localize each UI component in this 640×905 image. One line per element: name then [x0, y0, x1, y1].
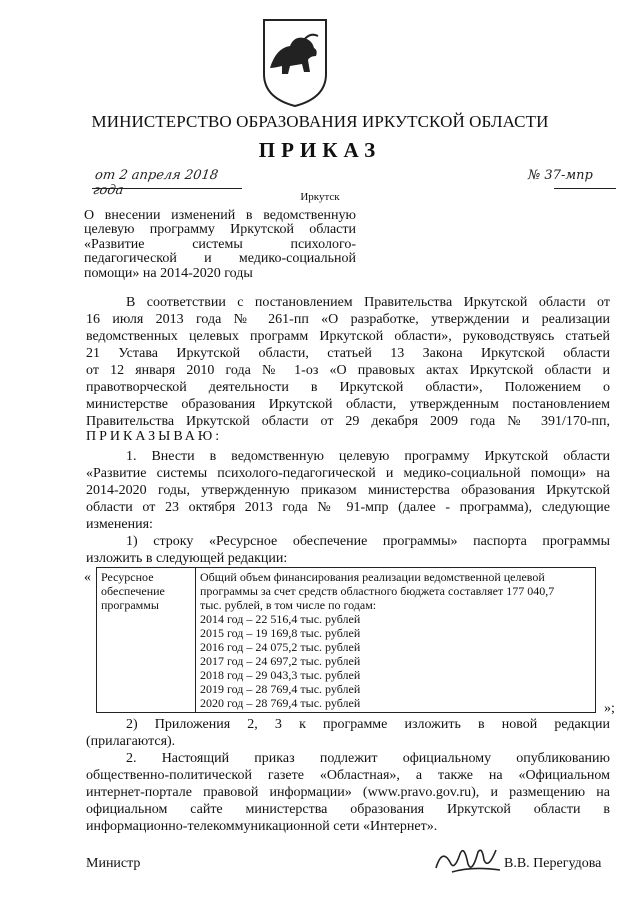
text-line: 1) строку «Ресурсное обеспечение программы» паспорта программы [126, 534, 610, 549]
subject-line: «Развитие системы психолого- [84, 236, 356, 252]
funding-year-line: 2018 год – 29 043,3 тыс. рублей [200, 668, 361, 682]
date-underline [92, 188, 242, 189]
city: Иркутск [300, 191, 340, 203]
text-line: от 12 января 2010 года № 1-оз «О правовых актах Иркутской области и [86, 363, 610, 378]
text-line: области от 23 октября 2013 года № 91-мпр (далее - программа), следующие [86, 500, 610, 515]
funding-year-line: 2016 год – 24 075,2 тыс. рублей [200, 640, 361, 654]
number-underline [554, 188, 616, 189]
document-title: ПРИКАЗ [258, 138, 382, 162]
signature-icon [432, 842, 504, 878]
text-line: ведомственных целевых программ Иркутской области», руководствуясь статьей [86, 329, 610, 344]
text-line: 2014-2020 годы, утвержденную приказом министерства образования Иркутской [86, 483, 610, 498]
text-line: изменения: [86, 517, 153, 532]
text-line: правотворческой деятельности в Иркутской области», Положением о [86, 380, 610, 395]
preamble-paragraph [86, 294, 610, 430]
position-title: Министр [86, 856, 141, 871]
closing-paragraphs [86, 716, 610, 835]
order-number [528, 168, 620, 190]
close-quote: »; [604, 701, 615, 716]
funding-year-line: 2014 год – 22 516,4 тыс. рублей [200, 612, 361, 626]
text-line: «Развитие системы психолого-педагогической и медико-социальной помощи» на [86, 466, 610, 481]
subject-line: целевую программу Иркутской области [84, 222, 356, 238]
funding-year-line: 2020 год – 28 769,4 тыс. рублей [200, 696, 361, 710]
funding-text-line: Общий объем финансирования реализации ведомственной целевой [200, 570, 545, 584]
ministry-name: МИНИСТЕРСТВО ОБРАЗОВАНИЯ ИРКУТСКОЙ ОБЛАСТИ [91, 112, 549, 131]
text-line: В соответствии с постановлением Правительства Иркутской области от [126, 295, 610, 310]
text-line: официальном сайте министерства образования Иркутской области в [86, 802, 610, 817]
text-line: интернет-портале правовой информации» (www.pravo.gov.ru), и размещению на [86, 785, 610, 800]
text-line: 2. Настоящий приказ подлежит официальному опубликованию [126, 751, 610, 766]
resource-label-cell: Ресурсное обеспечение программы [97, 568, 196, 713]
text-line: изложить в следующей редакции: [86, 551, 288, 566]
funding-text-line: программы за счет средств областного бюджета составляет 177 040,7 [200, 584, 555, 598]
funding-year-line: 2017 год – 24 697,2 тыс. рублей [200, 654, 361, 668]
text-line: общественно-политической газете «Областная», а также на «Официальном [86, 768, 610, 783]
text-line: 2) Приложения 2, 3 к программе изложить в новой редакции [126, 717, 610, 732]
resource-table [96, 567, 596, 713]
text-line: 21 Устава Иркутской области, статьей 13 Закона Иркутской области [86, 346, 610, 361]
funding-year-line: 2019 год – 28 769,4 тыс. рублей [200, 682, 361, 696]
text-line: 1. Внести в ведомственную целевую программу Иркутской области [126, 449, 610, 464]
order-subject [84, 209, 356, 281]
handwritten-date: от 2 апреля 2018 года [91, 168, 220, 198]
text-line: информационно-телекоммуникационной сети «Интернет». [86, 819, 438, 834]
handwritten-number: № 37-мпр [528, 168, 593, 183]
funding-year-line: 2015 год – 19 169,8 тыс. рублей [200, 626, 361, 640]
text-line: министерстве образования Иркутской области, утвержденным постановлением [86, 397, 610, 412]
subject-line: педагогической и медико-социальной [84, 251, 356, 267]
table-row [97, 568, 596, 713]
resource-value-cell [196, 568, 596, 713]
open-quote: « [84, 570, 91, 585]
text-line: Правительства Иркутской области от 29 декабря 2009 года № 391/170-пп, [86, 414, 610, 429]
subject-line: О внесении изменений в ведомственную [84, 208, 356, 223]
irkutsk-coat-of-arms-icon [260, 14, 330, 110]
subject-line: помощи» на 2014-2020 годы [84, 265, 253, 281]
funding-text-line: тыс. рублей, в том числе по годам: [200, 598, 377, 612]
text-line: (прилагаются). [86, 734, 176, 749]
signer-name: В.В. Перегудова [504, 856, 602, 871]
text-line: 16 июля 2013 года № 261-пп «О разработке, утверждении и реализации [86, 312, 610, 327]
order-date [91, 168, 242, 198]
decree-word: ПРИКАЗЫВАЮ: [86, 429, 223, 444]
item-1-paragraph [86, 448, 610, 567]
